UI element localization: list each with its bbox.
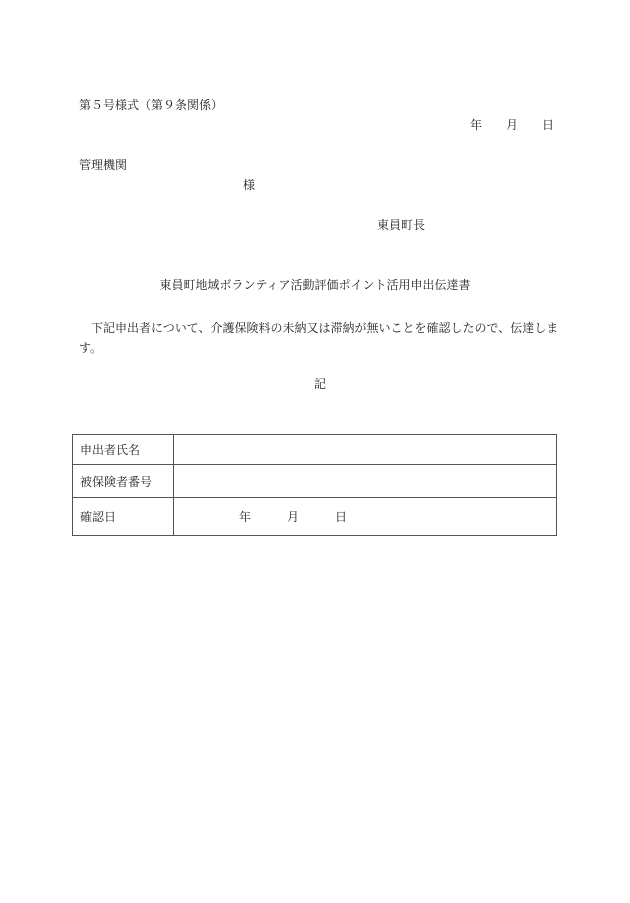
- confirm-month: 月: [287, 510, 300, 524]
- form-number: 第５号様式（第９条関係）: [79, 98, 224, 112]
- confirm-day: 日: [335, 510, 348, 524]
- row-label-applicant-name: 申出者氏名: [73, 435, 174, 465]
- insured-number-field[interactable]: [174, 465, 557, 498]
- sender-name: 東員町長: [377, 218, 426, 232]
- table-row: [73, 498, 557, 536]
- document-title: 東員町地域ボランティア活動評価ポイント活用申出伝達書: [159, 278, 471, 292]
- addressee-honorific: 様: [243, 178, 256, 192]
- addressee-organization: 管理機関: [79, 158, 128, 172]
- table-row: [73, 465, 557, 498]
- confirm-year: 年: [239, 510, 252, 524]
- document-date: [470, 118, 554, 132]
- date-month: 月: [506, 118, 519, 132]
- note-heading: 記: [313, 377, 326, 391]
- table-row: [73, 435, 557, 465]
- date-year: 年: [470, 118, 483, 132]
- row-label-confirmation-date: 確認日: [73, 498, 174, 536]
- info-table: [72, 434, 557, 536]
- row-label-insured-number: 被保険者番号: [73, 465, 174, 498]
- confirmation-date-field[interactable]: [174, 498, 557, 536]
- body-text: 下記申出者について、介護保険料の未納又は滞納が無いことを確認したので、伝達します。: [79, 321, 559, 355]
- applicant-name-field[interactable]: [174, 435, 557, 465]
- date-day: 日: [542, 118, 555, 132]
